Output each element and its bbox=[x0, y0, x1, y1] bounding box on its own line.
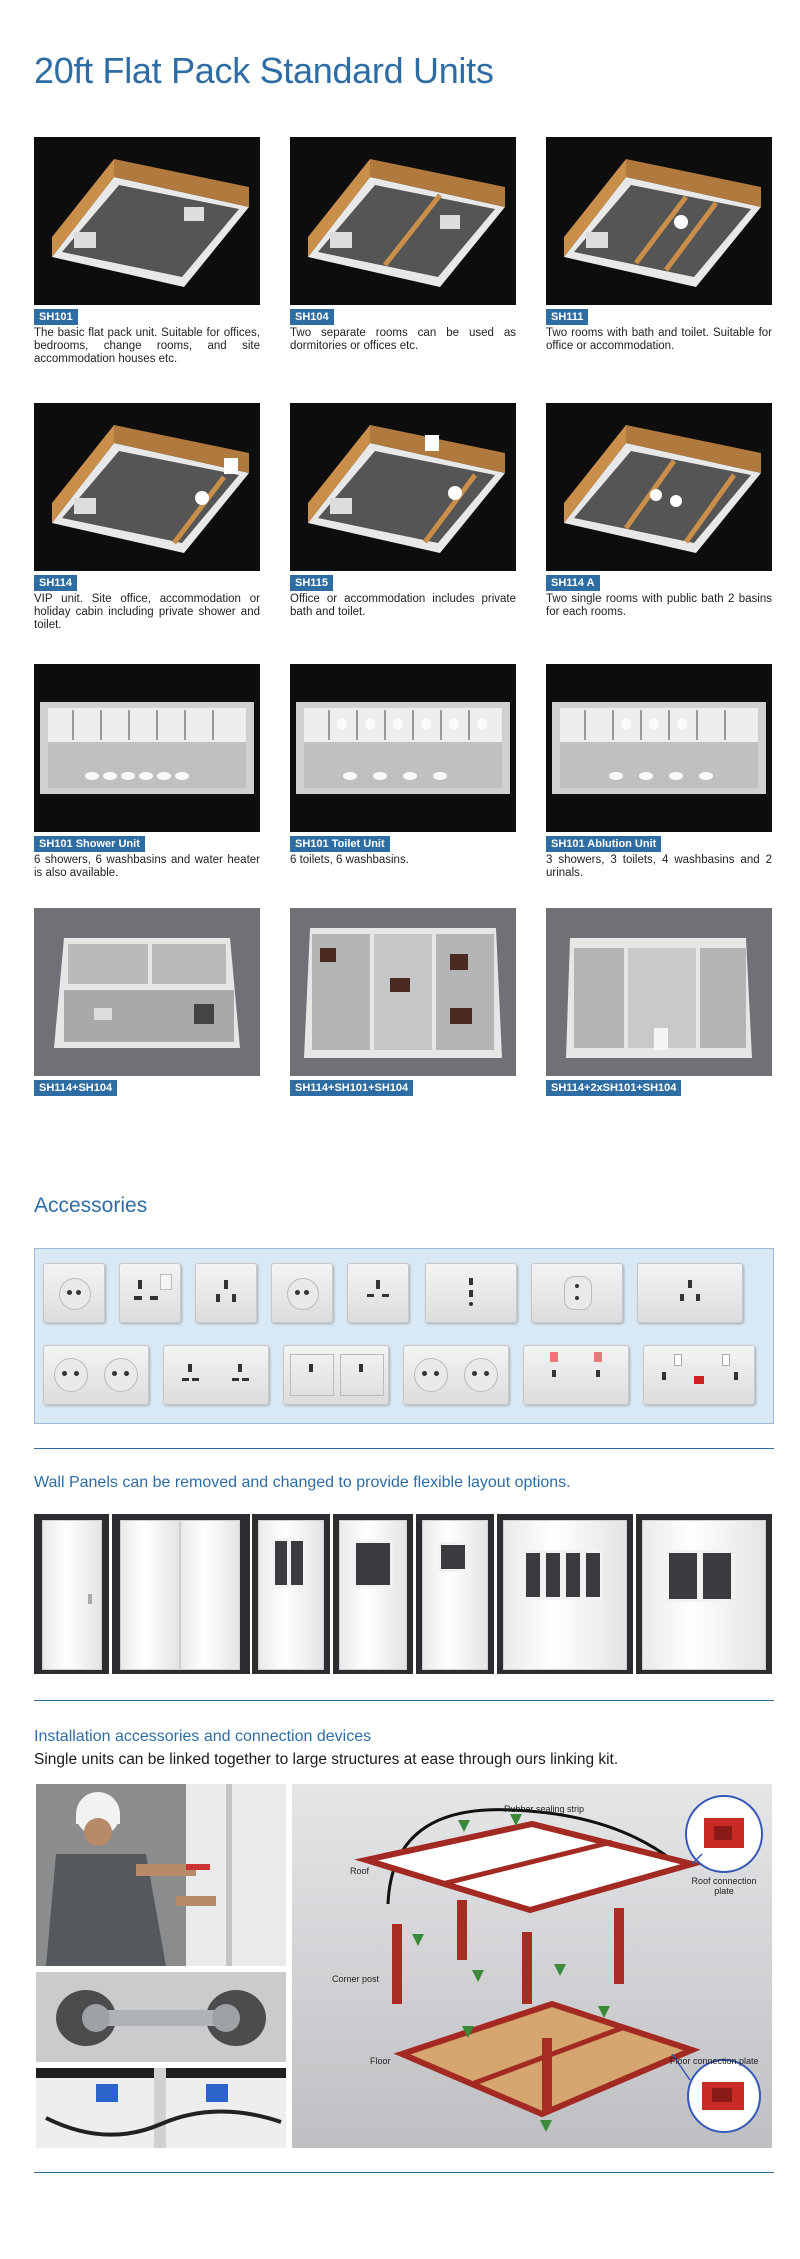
unit-card bbox=[290, 664, 516, 867]
socket-image bbox=[347, 1263, 409, 1323]
unit-image bbox=[290, 908, 516, 1076]
socket-image bbox=[119, 1263, 181, 1323]
unit-image bbox=[34, 908, 260, 1076]
socket-image bbox=[403, 1345, 509, 1405]
socket-image bbox=[43, 1345, 149, 1405]
divider bbox=[34, 2172, 774, 2173]
unit-card bbox=[546, 137, 772, 353]
unit-code: SH114+SH104 bbox=[34, 1080, 117, 1096]
socket-image bbox=[271, 1263, 333, 1323]
unit-card bbox=[546, 664, 772, 880]
unit-description: Office or accommodation includes private bath and toilet. bbox=[290, 593, 516, 618]
unit-card bbox=[34, 403, 260, 632]
unit-card bbox=[34, 664, 260, 880]
unit-code: SH114+SH101+SH104 bbox=[290, 1080, 413, 1096]
socket-image bbox=[643, 1345, 755, 1405]
unit-image bbox=[34, 137, 260, 305]
worker-photo bbox=[36, 1784, 286, 1966]
unit-code: SH101 bbox=[34, 309, 78, 325]
label-roof-plate: Roof connection plate bbox=[691, 1876, 757, 1896]
unit-image bbox=[290, 137, 516, 305]
socket-image bbox=[637, 1263, 743, 1323]
socket-image bbox=[531, 1263, 623, 1323]
unit-image bbox=[34, 403, 260, 571]
unit-image bbox=[546, 664, 772, 832]
label-floor-plate: Floor connection plate bbox=[670, 2056, 759, 2066]
socket-image bbox=[43, 1263, 105, 1323]
wall-panel-image bbox=[497, 1514, 633, 1674]
unit-card bbox=[546, 403, 772, 619]
unit-code: SH101 Toilet Unit bbox=[290, 836, 390, 852]
accessories-panel bbox=[34, 1248, 774, 1424]
unit-card bbox=[290, 403, 516, 619]
unit-image bbox=[290, 664, 516, 832]
unit-code: SH101 Shower Unit bbox=[34, 836, 145, 852]
unit-code: SH104 bbox=[290, 309, 334, 325]
wall-panel-image bbox=[636, 1514, 772, 1674]
connection-diagram bbox=[292, 1784, 772, 2148]
label-roof: Roof bbox=[350, 1866, 370, 1876]
unit-code: SH111 bbox=[546, 309, 588, 325]
unit-description: 6 toilets, 6 washbasins. bbox=[290, 854, 409, 866]
unit-card bbox=[34, 137, 260, 366]
unit-card bbox=[34, 908, 260, 1096]
wall-panel-image bbox=[252, 1514, 330, 1674]
socket-image bbox=[195, 1263, 257, 1323]
socket-image bbox=[163, 1345, 269, 1405]
unit-code: SH101 Ablution Unit bbox=[546, 836, 661, 852]
unit-code: SH114 bbox=[34, 575, 77, 591]
unit-description: 3 showers, 3 toilets, 4 washbasins and 2 urinals. bbox=[546, 854, 772, 879]
installation-heading: Installation accessories and connection devices bbox=[34, 1728, 372, 1745]
socket-image bbox=[523, 1345, 629, 1405]
installation-subheading: Single units can be linked together to large structures at ease through ours linking kit. bbox=[34, 1751, 619, 1768]
unit-description: VIP unit. Site office, accommodation or holiday cabin including private shower and toilet. bbox=[34, 593, 260, 631]
unit-description: Two rooms with bath and toilet. Suitable for office or accommodation. bbox=[546, 327, 772, 352]
unit-description: Two separate rooms can be used as dormitories or offices etc. bbox=[290, 327, 516, 352]
socket-image bbox=[425, 1263, 517, 1323]
unit-code: SH114 A bbox=[546, 575, 600, 591]
unit-card bbox=[290, 908, 516, 1096]
page-title: 20ft Flat Pack Standard Units bbox=[34, 50, 494, 91]
wall-panels-heading: Wall Panels can be removed and changed to provide flexible layout options. bbox=[34, 1474, 571, 1491]
label-corner-post: Corner post bbox=[332, 1974, 380, 1984]
socket-image bbox=[283, 1345, 389, 1405]
unit-code: SH114+2xSH101+SH104 bbox=[546, 1080, 681, 1096]
unit-code: SH115 bbox=[290, 575, 333, 591]
unit-card bbox=[546, 908, 772, 1096]
accessories-heading: Accessories bbox=[34, 1194, 148, 1217]
unit-image bbox=[546, 908, 772, 1076]
unit-image bbox=[290, 403, 516, 571]
unit-image bbox=[546, 137, 772, 305]
cable-photo bbox=[36, 2068, 286, 2148]
divider bbox=[34, 1700, 774, 1701]
unit-description: Two single rooms with public bath 2 basins for each rooms. bbox=[546, 593, 772, 618]
unit-image bbox=[546, 403, 772, 571]
divider bbox=[34, 1448, 774, 1449]
unit-image bbox=[34, 664, 260, 832]
label-rubber-strip: Rubber sealing strip bbox=[504, 1804, 585, 1814]
unit-description: 6 showers, 6 washbasins and water heater is also available. bbox=[34, 854, 260, 879]
wall-panel-image bbox=[112, 1514, 250, 1674]
wall-panel-image bbox=[416, 1514, 494, 1674]
wall-panel-image bbox=[333, 1514, 413, 1674]
label-floor: Floor bbox=[370, 2056, 391, 2066]
unit-card bbox=[290, 137, 516, 353]
unit-description: The basic flat pack unit. Suitable for offices, bedrooms, change rooms, and site accommodation houses etc. bbox=[34, 327, 260, 365]
wall-panel-image bbox=[34, 1514, 109, 1674]
bolt-photo bbox=[36, 1972, 286, 2062]
